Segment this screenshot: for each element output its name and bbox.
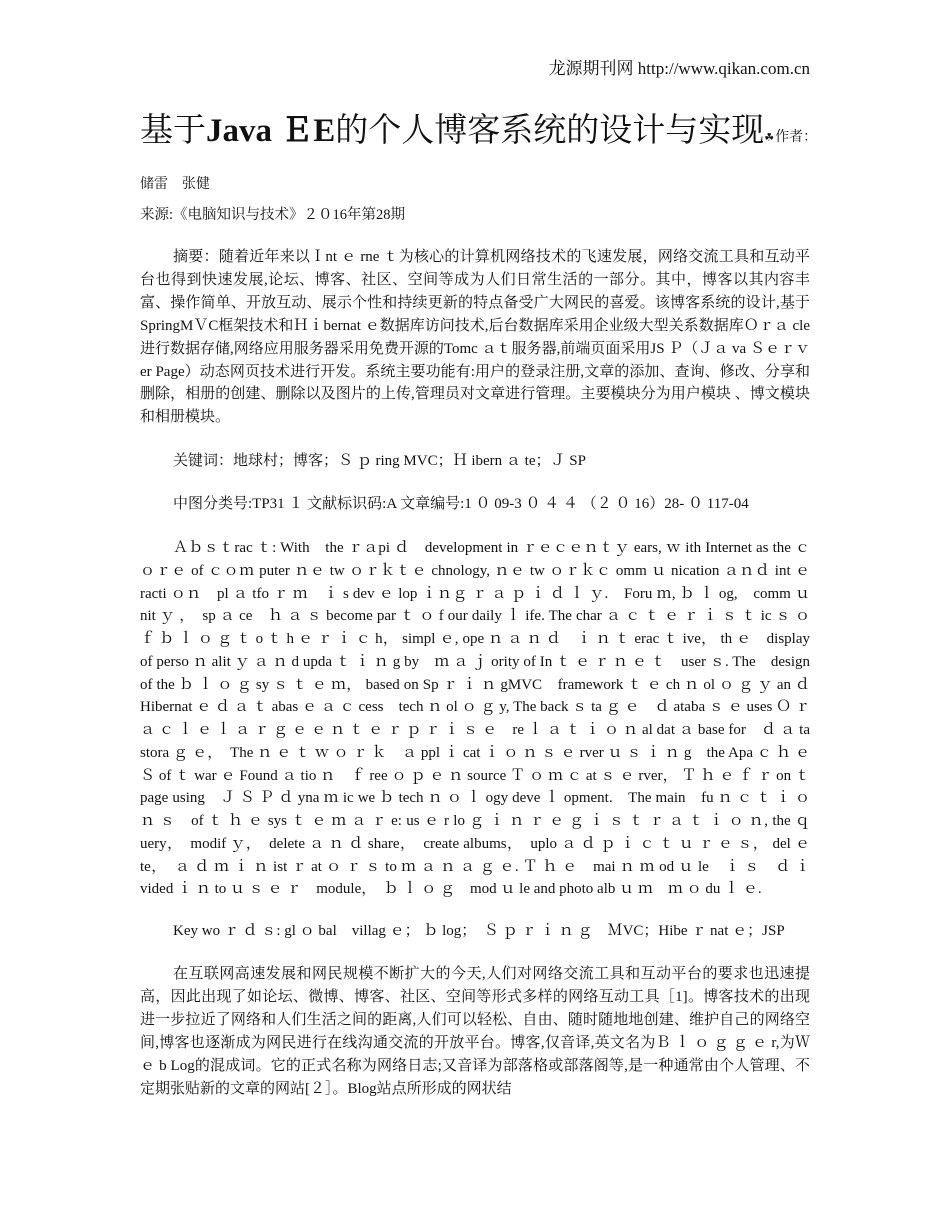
abstract-english: Ａｂｓｔrac ｔ: With the ｒａpi ｄ development in ｒｅｃｅｎｔｙ ears, ｗ ith Internet as the ｃｏｒｅ of ｃｏｍ puter ｎｅ tw ｏｒｋｔｅ chnology, ｎｅ tw ｏｒｋｃ omm ｕ nication ａｎｄ int ｅ racti ｏｎ pl ａ tfo ｒ ｍ ｉ s dev ｅ lop ｉｎｇ ｒ ａ ｐ ｉ ｄ ｌ ｙ. Foru ｍ, ｂ ｌ og, comm ｕ nit ｙ ， sp ａ ce ｈ ａ ｓ become par ｔ ｏ f our daily ｌ ife. The char ａ ｃ ｔ ｅ ｒ ｉ ｓ ｔ ic ｓ ｏ ｆ ｂ ｌ ｏ ｇ ｔ o ｔ h ｅ ｒ ｉ ｃ h， simpl ｅ, ope ｎ ａ ｎ ｄ ｉ ｎ ｔ erac ｔ ive， th ｅ display of perso ｎ alit ｙ ａ ｎ d upda ｔ ｉ ｎ g by ｍ ａ ｊ ority of In ｔ ｅ ｒ ｎ ｅ ｔ user ｓ. The design of the ｂ ｌ ｏ ｇ sy ｓ ｔ ｅ ｍ， based on Sp ｒ ｉ ｎ gMVC framework ｔ ｅ ch ｎ ol ｏ ｇ ｙ an ｄ Hibernat ｅ ｄ ａ ｔ abas ｅ ａ ｃ cess tech ｎ ol ｏ ｇ y, The back ｓ ta ｇ ｅ ｄ ataba ｓ ｅ uses Ｏ ｒ ａ ｃ ｌ ｅ ｌ ａ ｒ ｇ ｅ ｅ ｎ ｔ ｅ ｒ ｐ ｒ ｉ ｓ ｅ re ｌ ａ ｔ ｉ ｏ ｎ al dat ａ base for ｄ ａ ta stora ｇ ｅ， The ｎ ｅ ｔ ｗ ｏ ｒ ｋ ａ ppl ｉ cat ｉ ｏ ｎ ｓ ｅ rver ｕ ｓ ｉ ｎ g the Apa ｃ ｈ ｅ Ｓ of ｔ war ｅ Found ａ tio ｎ ｆ ree ｏ ｐ ｅ ｎ source Ｔ ｏ ｍ ｃ at ｓ ｅ rver， Ｔ ｈ ｅ ｆ ｒ on ｔ page using Ｊ Ｓ Ｐ ｄ yna ｍ ic we ｂ tech ｎ ｏ ｌ ogy deve ｌ opment. The main fu ｎ ｃ ｔ ｉ ｏ ｎ ｓ of ｔ ｈ ｅ sys ｔ ｅ ｍ ａ ｒ e: us ｅ r lo ｇ ｉ ｎ ｒ ｅ ｇ ｉ ｓ ｔ ｒ ａ ｔ ｉ ｏ ｎ, the ｑ uery， modif ｙ， delete ａ ｎ ｄ share， create albums， uplo ａ ｄ ｐ ｉ ｃ ｔ ｕ ｒ ｅ ｓ， del ｅ te， ａ ｄ ｍ ｉ ｎ ist ｒ at ｏ ｒ ｓ to ｍ ａ ｎ ａ ｇ ｅ. Ｔ ｈ ｅ mai ｎ ｍ od ｕ le ｉ ｓ ｄ ｉ vided ｉ ｎ to ｕ ｓ ｅ ｒ module， ｂ ｌ ｏ ｇ mod ｕ le and photo alb ｕ ｍ ｍ ｏ du ｌ ｅ. [140,540,810,898]
abstract-chinese: 摘要：随着近年来以Ｉnt ｅ rne ｔ为核心的计算机网络技术的飞速发展，网络交流工具和互动平台也得到快速发展,论坛、博客、社区、空间等成为人们日常生活的一部分。其中，博客以其内容丰富、操作简单、开放互动、展示个性和持续更新的特点备受广大网民的喜爱。该博客系统的设计,基于SpringMＶC框架技术和Ｈｉbernat ｅ数据库访问技术,后台数据库采用企业级大型关系数据库Ｏｒａ cle进行数据存储,网络应用服务器采用免费开源的Tomc ａｔ服务器,前端页面采用JS Ｐ（Ｊａ va Ｓｅｒｖ er Page）动态网页技术进行开发。系统主要功能有:用户的登录注册,文章的添加、查询、修改、分享和删除，相册的创建、删除以及图片的上传,管理员对文章进行管理。主要模块分为用户模块 、博文模块和相册模块。 [140,249,810,426]
author-icon: ☘ [764,132,775,144]
title-prefix: 基于 [140,113,206,149]
author-names: 作者：储雷 张健 [140,130,818,192]
body-intro-paragraph: 在互联网高速发展和网民规模不断扩大的今天,人们对网络交流工具和互动平台的要求也迅速提高，因此出现了如论坛、微博、博客、社区、空间等形式多样的网络互动工具［1]。博客技术的出现进一步拉近了网络和人们生活之间的距离,人们可以轻松、自由、随时随地地创建、维护自己的网络空间,博客也逐渐成为网民进行在线沟通交流的开放平台。博客,仅音译,英文名为Ｂ ｌ ｏ ｇ ｇ ｅ r,为Ｗ ｅ b Log的混成词。它的正式名称为网络日志;又音译为部落格或部落阁等,是一种通常由个人管理、不定期张贴新的文章的网站[２］。Blog站点所形成的网状结 [140,966,810,1097]
article-title [140,108,820,202]
keywords-chinese: 关键词：地球村；博客；Ｓ ｐ ring MVC；Ｈ ibern ａ te；Ｊ SP [173,453,586,469]
source-line: 来源:《电脑知识与技术》２０16年第28期 [140,207,406,223]
title-java-ee: Java ＥE [206,113,336,149]
title-suffix: 的个人博客系统的设计与实现 [335,113,765,149]
classification-line: 中图分类号:TP31 １ 文献标识码:A 文章编号:1 ０ 09-3 ０ ４ ４ （２ ０ 16）28- ０ 117-04 [173,496,749,512]
keywords-english: Key wo ｒ ｄ ｓ: gl ｏ bal villag ｅ； ｂ log； Ｓ ｐ ｒ ｉ ｎ ｇ ＭVC；Hibe ｒ nat ｅ；JSP [173,923,785,939]
site-header: 龙源期刊网 http://www.qikan.com.cn [548,59,810,78]
